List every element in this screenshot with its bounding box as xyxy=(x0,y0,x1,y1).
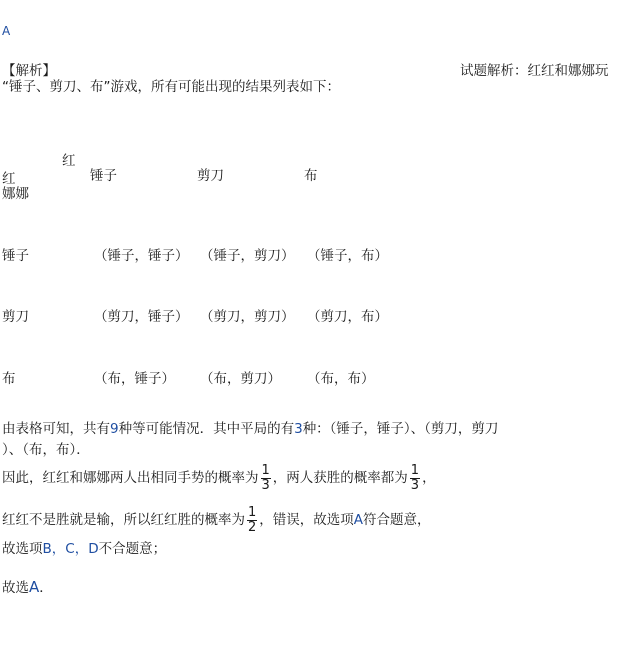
conclusion-line-4 xyxy=(2,502,431,538)
analysis-tag: 【解析】 xyxy=(2,63,56,79)
final-answer-line xyxy=(2,578,53,597)
option-letters: B，C，D xyxy=(42,541,99,557)
table-cell: （布，剪刀） xyxy=(200,371,281,387)
table-cell: （锤子，布） xyxy=(307,248,388,264)
answer-letter: A xyxy=(2,24,11,38)
fraction-numerator: 1 xyxy=(261,462,270,478)
table-corner-left-2: 娜娜 xyxy=(2,186,29,202)
fraction-red-win xyxy=(247,506,257,535)
fraction-denominator: 2 xyxy=(248,519,257,535)
text: 种等可能情况．其中平局的有 xyxy=(118,421,295,437)
text: 符合题意， xyxy=(363,512,431,528)
fraction-same-gesture xyxy=(261,464,271,493)
table-corner-top: 红 xyxy=(62,153,76,169)
table-cell: （布，布） xyxy=(307,371,375,387)
analysis-intro: “锤子、剪刀、布”游戏，所有可能出现的结果列表如下： xyxy=(2,79,340,95)
text: ． xyxy=(39,580,53,596)
conclusion-line-2: ）、（布，布）． xyxy=(2,442,90,458)
table-cell: （布，锤子） xyxy=(94,371,175,387)
text: 因此，红红和娜娜两人出相同手势的概率为 xyxy=(2,470,259,486)
table-cell: （剪刀，锤子） xyxy=(94,309,189,325)
text: ，错误，故选项 xyxy=(259,512,354,528)
table-row-label: 锤子 xyxy=(2,248,29,264)
text: ， xyxy=(422,470,436,486)
table-col-header: 剪刀 xyxy=(197,168,224,184)
tie-count: 3 xyxy=(294,421,303,437)
table-cell: （锤子，剪刀） xyxy=(200,248,295,264)
fraction-numerator: 1 xyxy=(248,504,257,520)
total-count: 9 xyxy=(110,421,119,437)
final-option-letter: A xyxy=(29,578,40,596)
table-row-label: 布 xyxy=(2,371,16,387)
table-row-label: 剪刀 xyxy=(2,309,29,325)
text: ，两人获胜的概率都为 xyxy=(272,470,408,486)
table-cell: （剪刀，布） xyxy=(307,309,388,325)
conclusion-line-3 xyxy=(2,460,436,496)
conclusion-line-5 xyxy=(2,540,166,558)
text: 故选 xyxy=(2,580,29,596)
text: 不合题意； xyxy=(98,541,167,557)
fraction-denominator: 3 xyxy=(261,477,270,493)
text: 故选项 xyxy=(2,541,43,557)
table-cell: （剪刀，剪刀） xyxy=(200,309,295,325)
table-col-header: 锤子 xyxy=(90,168,117,184)
text: 红红不是胜就是输，所以红红胜的概率为 xyxy=(2,512,245,528)
fraction-numerator: 1 xyxy=(410,462,420,478)
conclusion-line-1 xyxy=(2,420,498,438)
analysis-side-text: 试题解析：红红和娜娜玩 xyxy=(460,63,609,79)
table-col-header: 布 xyxy=(304,168,318,184)
table-cell: （锤子，锤子） xyxy=(94,248,189,264)
text: 种：（锤子，锤子）、（剪刀，剪刀 xyxy=(302,421,499,437)
option-letter: A xyxy=(353,512,364,528)
fraction-denominator: 3 xyxy=(410,477,420,493)
fraction-win xyxy=(410,464,420,493)
text: 由表格可知，共有 xyxy=(2,421,110,437)
table-corner-left-1: 红 xyxy=(2,171,16,187)
